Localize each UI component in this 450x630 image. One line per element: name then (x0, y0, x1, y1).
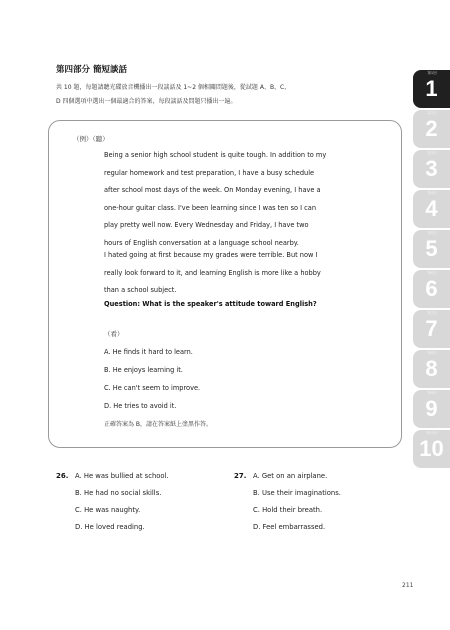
example-option: D. He tries to avoid it. (104, 402, 177, 410)
example-line: after school most days of the week. On Monday evening, I have a (104, 186, 321, 194)
tab-label: 第9回 (427, 391, 437, 395)
tab-number: 5 (425, 236, 438, 261)
example-paragraph-1 (104, 147, 390, 252)
tab-test-3[interactable] (413, 150, 450, 188)
intro-line: D 四個選項中選出一個最適合的答案，每段談話及問題只播出一遍。 (56, 98, 237, 105)
question-number: 26. (56, 472, 69, 480)
tab-test-9[interactable] (413, 390, 450, 428)
tab-test-2[interactable] (413, 110, 450, 148)
question-option[interactable]: B. Use their imaginations. (253, 489, 341, 497)
example-label: （例）（聽） (73, 135, 109, 143)
tab-number: 9 (425, 396, 438, 421)
tab-number: 7 (425, 316, 438, 341)
tab-label: 第2回 (427, 111, 437, 115)
tab-number: 10 (419, 436, 444, 461)
example-option: C. He can't seem to improve. (104, 384, 201, 392)
question-option[interactable]: C. Hold their breath. (253, 506, 323, 514)
tab-label: 第10回 (426, 431, 438, 435)
question-option[interactable]: C. He was naughty. (75, 506, 141, 514)
example-paragraph-2 (104, 247, 390, 300)
question-number: 27. (234, 472, 247, 480)
example-question: Question: What is the speaker's attitude toward English? (104, 300, 317, 308)
example-line: Being a senior high school student is quite tough. In addition to my (104, 151, 327, 159)
tab-label: 第5回 (427, 231, 437, 235)
tab-label: 第8回 (427, 351, 437, 355)
example-option: B. He enjoys learning it. (104, 366, 183, 374)
example-line: play pretty well now. Every Wednesday and Friday, I have two (104, 221, 309, 229)
tab-label: 第6回 (427, 271, 437, 275)
question-option[interactable]: A. He was bullied at school. (75, 472, 169, 480)
tab-test-6[interactable] (413, 270, 450, 308)
example-line: regular homework and test preparation, I have a busy schedule (104, 168, 315, 177)
tab-test-10[interactable] (413, 430, 450, 468)
tab-test-8[interactable] (413, 350, 450, 388)
tab-label: 第1回 (427, 71, 437, 75)
tab-test-7[interactable] (413, 310, 450, 348)
tab-label: 第3回 (427, 151, 437, 155)
example-line: really look forward to it, and learning English is more like a hobby (104, 268, 321, 277)
section-intro (56, 81, 400, 109)
example-box (48, 120, 402, 448)
example-line: one-hour guitar class. I've been learning since I was ten so I can (104, 203, 317, 212)
example-line: hours of English conversation at a language school nearby. (104, 238, 299, 247)
tab-number: 2 (425, 116, 438, 141)
tab-label: 第4回 (427, 191, 437, 195)
question-option[interactable]: D. He loved reading. (75, 523, 145, 531)
tab-number: 3 (425, 156, 438, 181)
tab-label: 第7回 (427, 311, 437, 315)
see-label: （看） (104, 330, 124, 338)
question-option[interactable]: B. He had no social skills. (75, 489, 162, 497)
tab-number: 8 (425, 356, 438, 381)
intro-line: 共 10 題，每題請聽光碟放音機播出一段談話及 1~2 個相關問題後，從試題 A、B、C、 (56, 84, 291, 91)
question-option[interactable]: A. Get on an airplane. (253, 472, 328, 480)
page-number: 211 (402, 582, 414, 589)
section-title: 第四部分 簡短談話 (56, 65, 127, 75)
tab-number: 6 (425, 276, 438, 301)
example-option: A. He finds it hard to learn. (104, 348, 193, 356)
tab-number: 1 (425, 76, 438, 101)
tab-number: 4 (425, 196, 438, 221)
tab-test-4[interactable] (413, 190, 450, 228)
tab-test-1[interactable] (413, 70, 450, 108)
question-option[interactable]: D. Feel embarrassed. (253, 523, 326, 531)
tab-test-5[interactable] (413, 230, 450, 268)
answer-note: 正確答案為 B，請在答案紙上塗黑作答。 (104, 421, 213, 428)
example-line: I hated going at first because my grades were terrible. But now I (104, 251, 318, 259)
example-line: than a school subject. (104, 286, 177, 294)
